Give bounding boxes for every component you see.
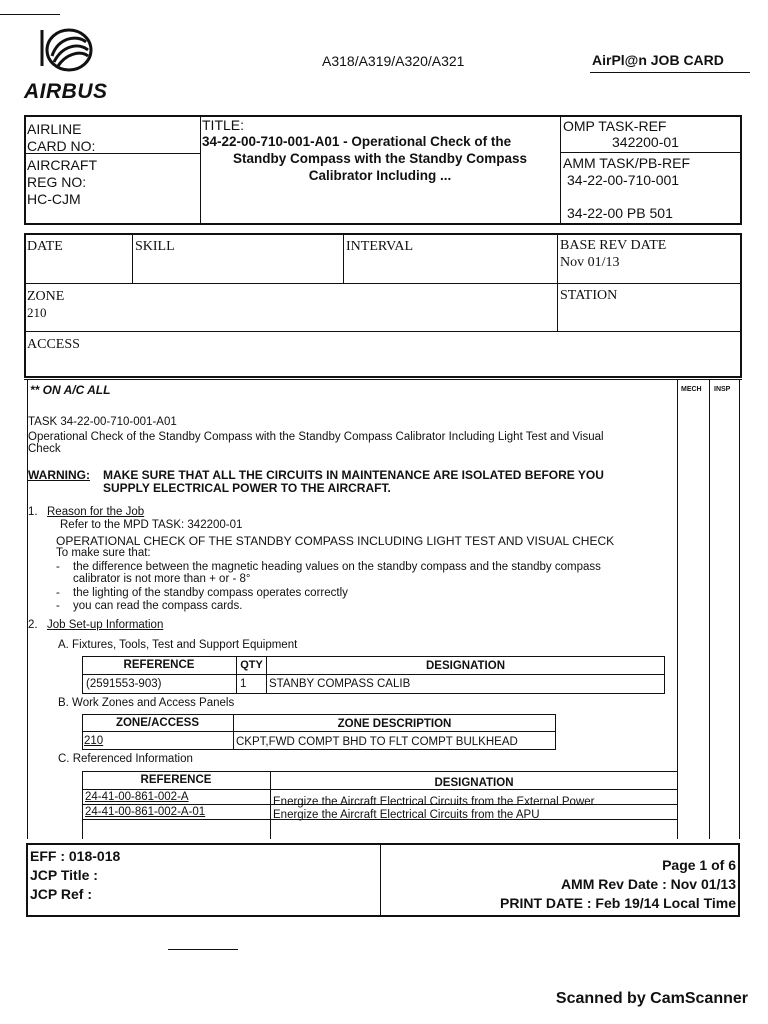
warning-label: WARNING: (28, 468, 90, 482)
interval-label: INTERVAL (346, 239, 414, 254)
task-description-line-2: Check (28, 443, 61, 455)
make-sure-intro: To make sure that: (56, 547, 151, 559)
equipment-header-reference: REFERENCE (123, 659, 195, 671)
insp-column-label: INSP (714, 386, 731, 393)
print-date: PRINT DATE : Feb 19/14 Local Time (500, 895, 736, 911)
pb-value: 34-22-00 PB 501 (567, 205, 673, 221)
job-card-title: AirPl@n JOB CARD (592, 52, 724, 68)
job-card-underline (590, 72, 750, 73)
task-number: TASK 34-22-00-710-001-A01 (28, 416, 177, 428)
jcp-title-label: JCP Title : (30, 867, 98, 883)
equipment-row-qty: 1 (240, 678, 247, 690)
omp-task-ref-value: 342200-01 (612, 134, 679, 150)
date-label: DATE (27, 239, 63, 254)
section-1-number: 1. (28, 506, 38, 518)
equipment-header-qty: QTY (240, 659, 263, 671)
refinfo-header-reference: REFERENCE (140, 774, 212, 786)
station-label: STATION (560, 288, 618, 303)
brand-name: AIRBUS (24, 80, 108, 103)
equipment-row-reference: (2591553-903) (86, 678, 162, 690)
zones-row-description: CKPT,FWD COMPT BHD TO FLT COMPT BULKHEAD (236, 736, 518, 748)
page-number: Page 1 of 6 (662, 857, 736, 873)
equipment-header-designation: DESIGNATION (425, 660, 505, 672)
warning-text-line-2: SUPPLY ELECTRICAL POWER TO THE AIRCRAFT. (103, 481, 391, 495)
aircraft-reg-value: HC-CJM (27, 191, 81, 207)
zone-label: ZONE (27, 289, 65, 304)
equipment-row-designation: STANBY COMPASS CALIB (269, 678, 411, 690)
refinfo-row-1-reference[interactable]: 24-41-00-861-002-A (85, 791, 189, 803)
eff-label: EFF : 018-018 (30, 848, 121, 864)
amm-task-value: 34-22-00-710-001 (567, 172, 680, 188)
airline-card-no-label: AIRLINE CARD NO: (27, 121, 96, 154)
title-line-1: 34-22-00-710-001-A01 - Operational Check of the (202, 134, 512, 149)
task-description-line-1: Operational Check of the Standby Compass with the Standby Compass Calibrator Including Light Test and Visual (28, 431, 604, 443)
mpd-task-ref: Refer to the MPD TASK: 342200-01 (60, 519, 243, 531)
title-line-2: Standby Compass with the Standby Compass (232, 151, 528, 166)
section-1-title: Reason for the Job (47, 506, 145, 518)
on-ac-all: ** ON A/C ALL (30, 383, 111, 397)
bullet-compass-cards: you can read the compass cards. (73, 600, 243, 612)
refinfo-row-2-designation: Energize the Aircraft Electrical Circuits from the APU (273, 809, 540, 821)
amm-task-label: AMM TASK/PB-REF (563, 155, 691, 171)
amm-rev-date: AMM Rev Date : Nov 01/13 (560, 876, 736, 892)
skill-label: SKILL (135, 239, 175, 254)
aircraft-models: A318/A319/A320/A321 (322, 53, 465, 69)
access-label: ACCESS (27, 337, 80, 352)
subsection-b-title: B. Work Zones and Access Panels (58, 697, 235, 709)
bullet-lighting: the lighting of the standby compass operates correctly (73, 587, 348, 599)
scan-mark (0, 14, 60, 15)
zones-header-zone-access: ZONE/ACCESS (115, 717, 200, 729)
warning-text-line-1: MAKE SURE THAT ALL THE CIRCUITS IN MAINTENANCE ARE ISOLATED BEFORE YOU (103, 468, 604, 482)
zone-value: 210 (27, 305, 47, 320)
mpd-task-title: OPERATIONAL CHECK OF THE STANDBY COMPASS INCLUDING LIGHT TEST AND VISUAL CHECK (56, 534, 615, 548)
camscanner-watermark: Scanned by CamScanner (555, 990, 748, 1007)
aircraft-reg-label: AIRCRAFT REG NO: (27, 157, 97, 190)
subsection-c-title: C. Referenced Information (58, 753, 193, 765)
bullet-compass-difference-cont: calibrator is not more than + or - 8° (73, 573, 251, 585)
scan-mark (168, 949, 238, 950)
subsection-a-title: A. Fixtures, Tools, Test and Support Equipment (58, 639, 298, 651)
title-label: TITLE: (202, 117, 245, 133)
base-rev-date-value: Nov 01/13 (560, 255, 620, 270)
section-2-number: 2. (28, 619, 38, 631)
section-2-title: Job Set-up Information (47, 619, 164, 631)
refinfo-row-2-reference[interactable]: 24-41-00-861-002-A-01 (85, 806, 206, 818)
zones-header-description: ZONE DESCRIPTION (337, 718, 452, 730)
jcp-ref-label: JCP Ref : (30, 886, 92, 902)
omp-task-ref-label: OMP TASK-REF (563, 118, 667, 134)
zones-row-zone: 210 (84, 735, 104, 747)
airbus-logo-icon (36, 26, 98, 78)
mech-column-label: MECH (681, 386, 702, 393)
base-rev-date-label: BASE REV DATE (560, 238, 667, 253)
refinfo-header-designation: DESIGNATION (434, 777, 514, 789)
bullet-compass-difference: the difference between the magnetic heading values on the standby compass and the standby compass (73, 561, 601, 573)
title-line-3: Calibrator Including ... (308, 168, 452, 183)
refinfo-row-1-designation: Energize the Aircraft Electrical Circuits from the External Power (273, 796, 595, 808)
